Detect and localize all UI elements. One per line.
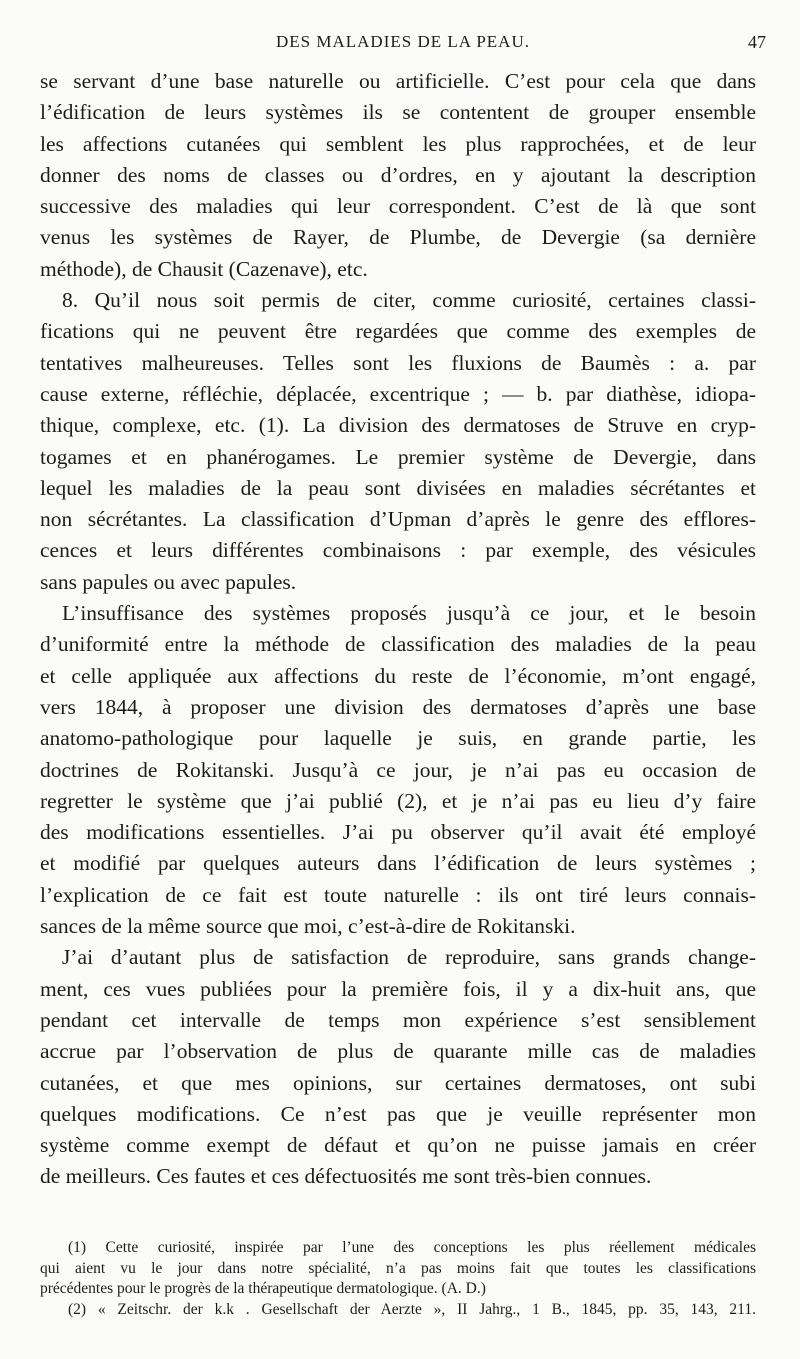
text-line: donner des noms de classes ou d’ordres, en y ajoutant la description [40,162,756,187]
paragraph-start-line: 8. Qu’il nous soit permis de citer, comme curiosité, certaines classi- [62,288,756,313]
text-line: lequel les maladies de la peau sont divisées en maladies sécrétantes et [40,475,756,500]
running-head: DES MALADIES DE LA PEAU. [276,32,530,51]
text-line: vers 1844, à proposer une division des dermatoses d’après une base [40,694,756,719]
footnote-line: (1) Cette curiosité, inspirée par l’une des conceptions les plus réellement médicales [68,1239,756,1256]
text-line: regretter le système que j’ai publié (2), et je n’ai pas eu lieu d’y faire [40,788,756,813]
text-line: cutanées, et que mes opinions, sur certaines dermatoses, ont subi [40,1070,756,1095]
text-line: se servant d’une base naturelle ou artificielle. C’est pour cela que dans [40,69,756,93]
text-line: système comme exempt de défaut et qu’on ne puisse jamais en créer [40,1133,756,1158]
page-header [40,30,766,60]
text-line: tentatives malheureuses. Telles sont les fluxions de Baumès : a. par [40,350,756,375]
text-line: cences et leurs différentes combinaisons : par exemple, des vésicules [40,538,756,563]
text-line: de meilleurs. Ces fautes et ces défectuosités me sont très-bien connues. [40,1164,652,1189]
text-line: doctrines de Rokitanski. Jusqu’à ce jour, je n’ai pas eu occasion de [40,757,756,782]
text-line: quelques modifications. Ce n’est pas que je veuille représenter mon [40,1101,756,1126]
text-line: des modifications essentielles. J’ai pu observer qu’il avait été employé [40,820,756,845]
text-line: successive des maladies qui leur correspondent. C’est de là que sont [40,194,756,219]
footnote-line: (2) « Zeitschr. der k.k . Gesellschaft der Aerzte », II Jahrg., 1 B., 1845, pp. 35, 143, 211. [68,1300,756,1318]
text-line: thique, complexe, etc. (1). La division des dermatoses de Struve en cryp- [40,413,756,438]
text-line: l’explication de ce fait est toute naturelle : ils ont tiré leurs connais- [40,882,756,907]
footnotes [40,1238,756,1320]
text-line: méthode), de Chausit (Cazenave), etc. [40,256,368,281]
body-text [40,66,756,1193]
text-line: cause externe, réfléchie, déplacée, excentrique ; — b. par diathèse, idiopa- [40,381,756,406]
text-line: l’édification de leurs systèmes ils se contentent de grouper ensemble [40,100,756,125]
text-line: non sécrétantes. La classification d’Upman d’après le genre des efflores- [40,507,756,532]
text-line: sances de la même source que moi, c’est-à-dire de Rokitanski. [40,914,576,939]
text-line: et modifié par quelques auteurs dans l’édification de leurs systèmes ; [40,851,756,876]
paragraph-start-line: L’insuffisance des systèmes proposés jusqu’à ce jour, et le besoin [62,601,756,626]
text-line: sans papules ou avec papules. [40,569,297,594]
paragraph-start-line: J’ai d’autant plus de satisfaction de reproduire, sans grands change- [62,945,756,970]
text-line: fications qui ne peuvent être regardées que comme des exemples de [40,319,756,344]
text-line: anatomo-pathologique pour laquelle je suis, en grande partie, les [40,726,756,751]
text-line: pendant cet intervalle de temps mon expérience s’est sensiblement [40,1007,756,1032]
text-line: ment, ces vues publiées pour la première fois, il y a dix-huit ans, que [40,976,756,1001]
text-line: accrue par l’observation de plus de quarante mille cas de maladies [40,1039,756,1064]
text-line: d’uniformité entre la méthode de classification des maladies de la peau [40,632,756,657]
text-line: venus les systèmes de Rayer, de Plumbe, de Devergie (sa dernière [40,225,756,250]
footnote-line: précédentes pour le progrès de la thérapeutique dermatologique. (A. D.) [40,1280,486,1297]
text-line: et celle appliquée aux affections du reste de l’économie, m’ont engagé, [40,663,756,688]
page-number: 47 [748,32,766,52]
footnote-line: qui aient vu le jour dans notre spécialité, n’a pas moins fait que toutes les classifications [40,1259,756,1277]
text-line: les affections cutanées qui semblent les plus rapprochées, et de leur [40,131,756,156]
text-line: togames et en phanérogames. Le premier système de Devergie, dans [40,444,756,469]
